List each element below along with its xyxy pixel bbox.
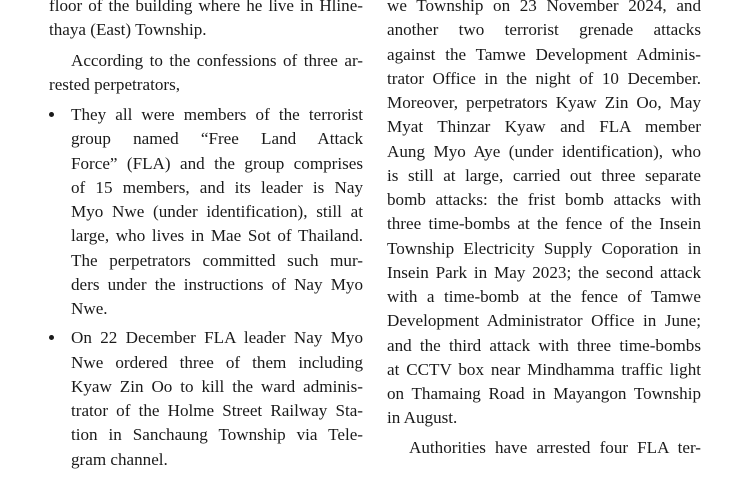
text-line: Nwe. bbox=[71, 299, 108, 318]
confessions-paragraph bbox=[49, 49, 363, 98]
attacks-paragraph bbox=[387, 0, 701, 431]
text-line: trator of the Holme Street Railway Sta- bbox=[71, 401, 363, 420]
text-line: Kyaw Zin Oo to kill the ward adminis- bbox=[71, 376, 363, 396]
text-line: we Township on 23 November 2024, and bbox=[387, 0, 701, 15]
text-line: trator Office in the night of 10 December. bbox=[387, 68, 701, 88]
text-line: Aung Myo Aye (under identification), who bbox=[387, 141, 701, 161]
text-line: is still at large, carried out three separate bbox=[387, 165, 701, 185]
right-column bbox=[387, 0, 701, 460]
text-line: ders under the instructions of Nay Myo bbox=[71, 274, 363, 294]
text-line: against the Tamwe Development Adminis- bbox=[387, 44, 701, 64]
text-line: thaya (East) Township. bbox=[49, 20, 207, 40]
text-line: According to the confessions of three ar- bbox=[71, 50, 363, 70]
text-line: in August. bbox=[387, 408, 458, 428]
arrests-paragraph bbox=[387, 436, 701, 460]
text-line: Township Electricity Supply Coporation in bbox=[387, 238, 701, 258]
left-column bbox=[49, 0, 363, 477]
text-line: On 22 December FLA leader Nay Myo bbox=[71, 328, 363, 348]
text-line: They all were members of the terrorist bbox=[71, 105, 363, 124]
intro-paragraph bbox=[49, 0, 363, 43]
text-line: Force” (FLA) and the group comprises bbox=[71, 153, 363, 173]
text-line: Insein Park in May 2023; the second attack bbox=[387, 262, 701, 282]
bullet-icon bbox=[49, 112, 54, 117]
text-line: gram channel. bbox=[71, 449, 168, 469]
text-line: another two terrorist grenade attacks bbox=[387, 20, 701, 40]
text-line: Nwe ordered three of them including bbox=[71, 352, 363, 372]
text-line: group named “Free Land Attack bbox=[71, 129, 363, 149]
bullet-list bbox=[49, 103, 363, 472]
text-line: with a time-bomb at the fence of Tamwe bbox=[387, 287, 701, 306]
text-line: Moreover, perpetrators Kyaw Zin Oo, May bbox=[387, 93, 701, 112]
text-line: Myo Nwe (under identification), still at bbox=[71, 202, 363, 221]
text-line: rested perpetrators, bbox=[49, 74, 180, 94]
text-line: on Thamaing Road in Mayangon Township bbox=[387, 384, 701, 403]
text-line: tion in Sanchaung Township via Tele- bbox=[71, 425, 363, 445]
text-line: Authorities have arrested four FLA ter- bbox=[409, 437, 701, 457]
text-line: floor of the building where he live in Hline- bbox=[49, 0, 363, 15]
bullet-item bbox=[49, 103, 363, 321]
text-line: of 15 members, and its leader is Nay bbox=[71, 177, 363, 197]
text-line: at CCTV box near Mindhamma traffic light bbox=[387, 359, 701, 379]
text-line: three time-bombs at the fence of the Insein bbox=[387, 214, 701, 234]
text-line: and the third attack with three time-bombs bbox=[387, 335, 701, 355]
text-line: Development Administrator Office in June; bbox=[387, 311, 701, 331]
bullet-item bbox=[49, 326, 363, 472]
bullet-icon bbox=[49, 335, 54, 340]
text-line: large, who lives in Mae Sot of Thailand. bbox=[71, 226, 363, 246]
text-line: bomb attacks: the frist bomb attacks with bbox=[387, 190, 701, 209]
text-line: Myat Thinzar Kyaw and FLA member bbox=[387, 117, 701, 137]
text-line: The perpetrators committed such mur- bbox=[71, 250, 363, 270]
